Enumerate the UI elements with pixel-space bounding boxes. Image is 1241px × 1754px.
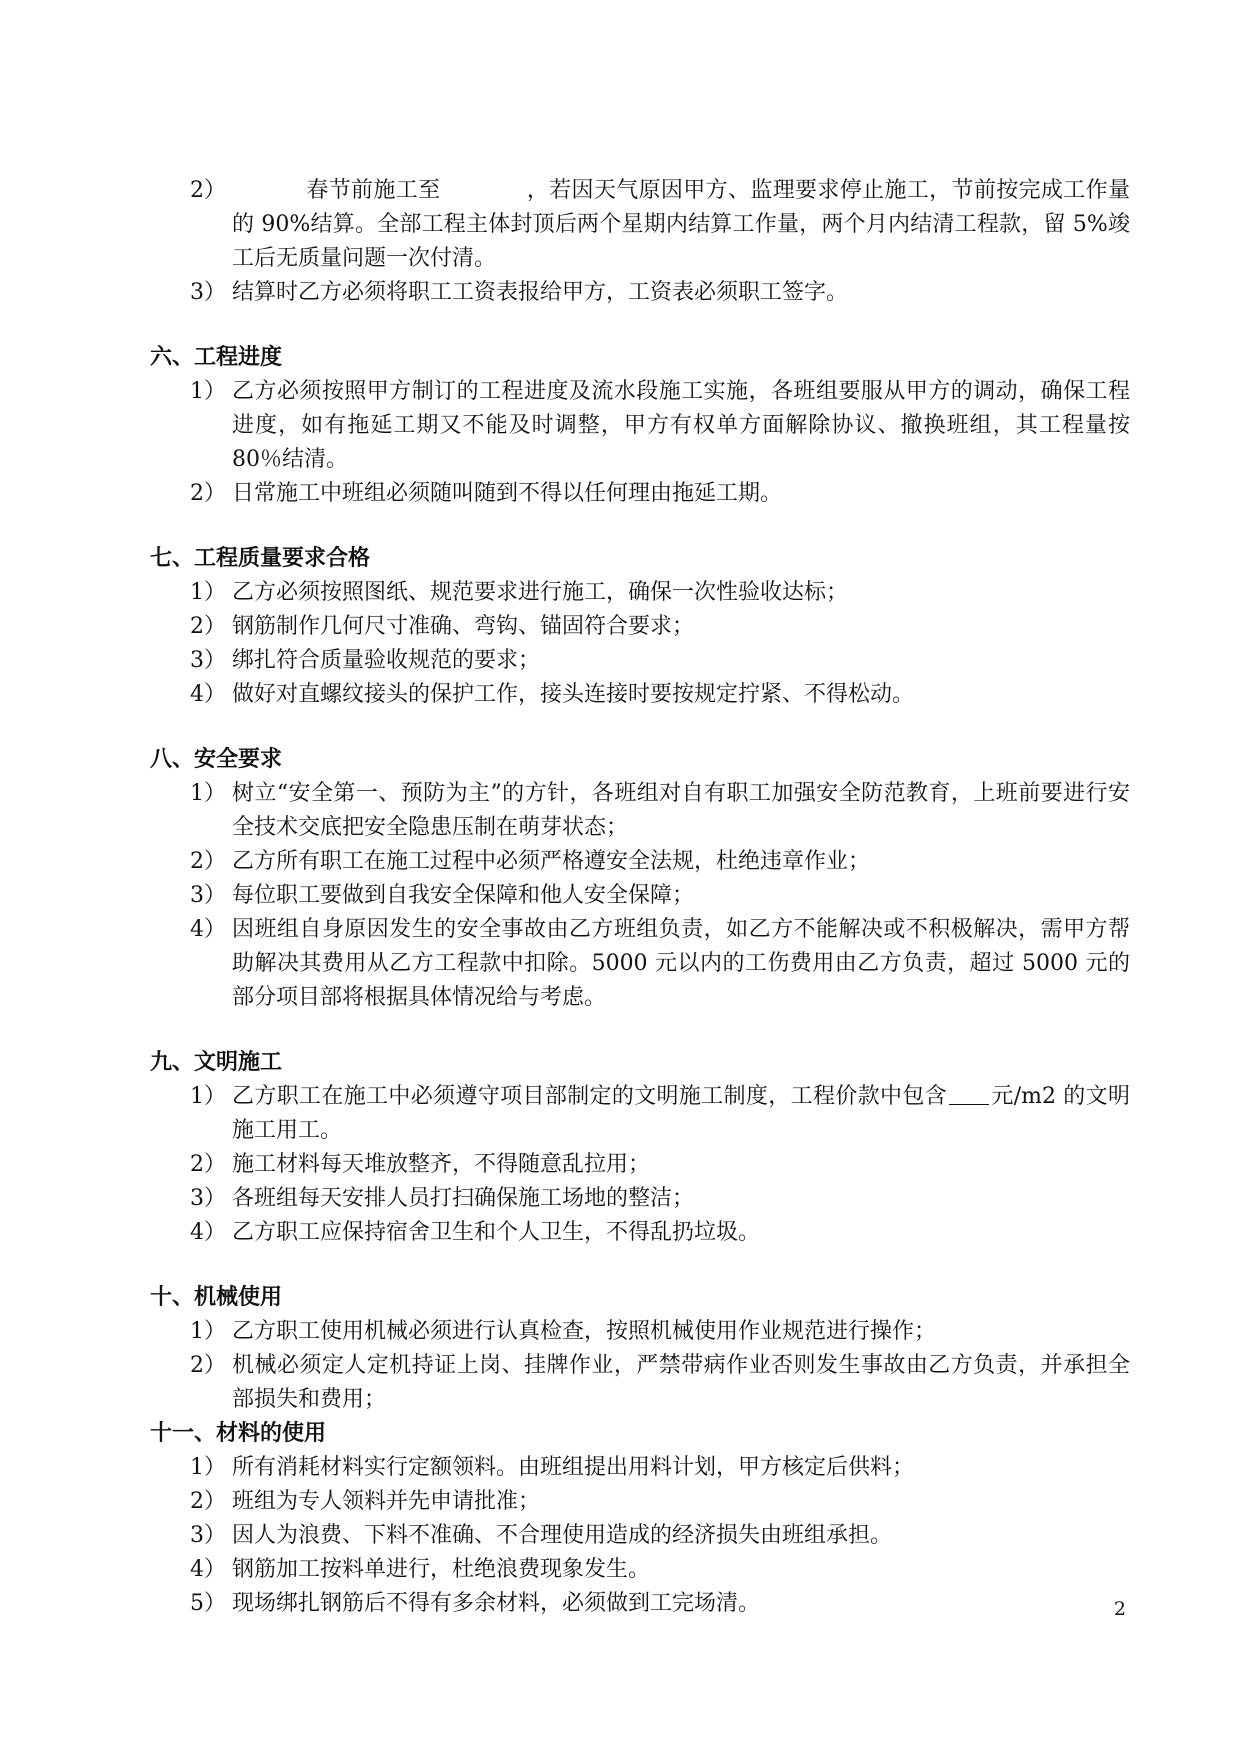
item-number: 2） (190, 1353, 226, 1378)
list-item (190, 576, 1130, 610)
item-text: 结算时乙方必须将职工工资表报给甲方，工资表必须职工签字。 (232, 280, 849, 305)
item-number: 3） (190, 883, 226, 908)
item-number: 4） (190, 682, 226, 707)
list-item (190, 913, 1130, 1015)
item-text (232, 1080, 1130, 1148)
list-item (190, 477, 1130, 511)
item-number: 1） (190, 580, 226, 605)
list-item (190, 1182, 1130, 1216)
page-number: 2 (1113, 1598, 1126, 1620)
list-item (190, 174, 1130, 276)
list-item (190, 1553, 1130, 1587)
section-heading: 七、工程质量要求合格 (150, 546, 371, 571)
item-text-part: 元/m2 的文明施工用工。 (232, 1084, 1130, 1143)
item-text: 做好对直螺纹接头的保护工作，接头连接时要按规定拧紧、不得松动。 (232, 682, 915, 707)
list-item (190, 678, 1130, 712)
fill-in-blank (949, 1082, 989, 1105)
item-number: 2） (190, 849, 226, 874)
item-number: 3） (190, 1186, 226, 1211)
item-number: 2） (190, 481, 226, 506)
item-text: 因班组自身原因发生的安全事故由乙方班组负责，如乙方不能解决或不积极解决，需甲方帮助解决其费用从乙方工程款中扣除。5000 元以内的工伤费用由乙方负责，超过 5000 元的部分项目部将根据具体情况给与考虑。 (232, 917, 1130, 1010)
item-text: 日常施工中班组必须随叫随到不得以任何理由拖延工期。 (232, 481, 783, 506)
list-item (190, 1451, 1130, 1485)
item-number: 1） (190, 1455, 226, 1480)
item-number: 5） (190, 1591, 226, 1616)
item-text: 乙方必须按照图纸、规范要求进行施工，确保一次性验收达标； (232, 580, 849, 605)
item-number: 4） (190, 1220, 226, 1245)
list-item (190, 1080, 1130, 1148)
item-text: 机械必须定人定机持证上岗、挂牌作业，严禁带病作业否则发生事故由乙方负责，并承担全部损失和费用； (232, 1353, 1130, 1412)
section-heading: 九、文明施工 (150, 1050, 283, 1075)
list-item (190, 845, 1130, 879)
item-number: 2） (190, 1152, 226, 1177)
document-body (150, 174, 1130, 1621)
list-item (190, 1216, 1130, 1250)
item-text: 现场绑扎钢筋后不得有多余材料，必须做到工完场清。 (232, 1591, 761, 1616)
item-text: 班组为专人领料并先申请批准； (232, 1489, 541, 1514)
item-number: 1） (190, 1319, 226, 1344)
section-heading: 十、机械使用 (150, 1285, 283, 1310)
item-text-part: 春节前施工至 (306, 178, 441, 203)
list-item (190, 276, 1130, 310)
item-text: 每位职工要做到自我安全保障和他人安全保障； (232, 883, 695, 908)
item-number: 2） (190, 1489, 226, 1514)
item-number: 1） (190, 379, 226, 404)
item-text: 钢筋加工按料单进行，杜绝浪费现象发生。 (232, 1557, 651, 1582)
list-item (190, 610, 1130, 644)
item-number: 4） (190, 917, 226, 942)
item-text: 乙方职工应保持宿舍卫生和个人卫生，不得乱扔垃圾。 (232, 1220, 761, 1245)
item-text-part: 乙方职工在施工中必须遵守项目部制定的文明施工制度，工程价款中包含 (232, 1084, 948, 1109)
list-item (190, 1519, 1130, 1553)
item-text: 各班组每天安排人员打扫确保施工场地的整洁； (232, 1186, 695, 1211)
item-text (232, 174, 1130, 276)
item-number: 1） (190, 1084, 226, 1109)
item-text: 乙方所有职工在施工过程中必须严格遵安全法规，杜绝违章作业； (232, 849, 871, 874)
list-item (190, 1587, 1130, 1621)
item-text: 绑扎符合质量验收规范的要求； (232, 648, 541, 673)
list-item (190, 1148, 1130, 1182)
section-heading: 八、安全要求 (150, 747, 283, 772)
list-item (190, 879, 1130, 913)
list-item (190, 375, 1130, 477)
list-item (190, 1349, 1130, 1417)
item-text: 树立“安全第一、预防为主”的方针，各班组对自有职工加强安全防范教育，上班前要进行安全技术交底把安全隐患压制在萌芽状态； (232, 781, 1130, 840)
item-text: 因人为浪费、下料不准确、不合理使用造成的经济损失由班组承担。 (232, 1523, 893, 1548)
list-item (190, 1315, 1130, 1349)
item-number: 3） (190, 1523, 226, 1548)
list-item (190, 644, 1130, 678)
item-number: 3） (190, 280, 226, 305)
item-text: 乙方必须按照甲方制订的工程进度及流水段施工实施，各班组要服从甲方的调动，确保工程进度，如有拖延工期又不能及时调整，甲方有权单方面解除协议、撤换班组，其工程量按 80％结清。 (232, 379, 1130, 472)
item-number: 2） (190, 178, 226, 203)
list-item (190, 777, 1130, 845)
item-number: 4） (190, 1557, 226, 1582)
item-text: 所有消耗材料实行定额领料。由班组提出用料计划，甲方核定后供料； (232, 1455, 915, 1480)
item-text-part: ，若因天气原因甲方、监理要求停止施工，节前按完成工作量的 90%结算。全部工程主体封顶后两个星期内结算工作量，两个月内结清工程款，留 5%竣工后无质量问题一次付清。 (232, 178, 1130, 271)
item-text: 钢筋制作几何尺寸准确、弯钩、锚固符合要求； (232, 614, 695, 639)
item-number: 1） (190, 781, 226, 806)
item-number: 3） (190, 648, 226, 673)
list-item (190, 1485, 1130, 1519)
section-heading: 十一、材料的使用 (150, 1421, 327, 1446)
item-text: 施工材料每天堆放整齐，不得随意乱拉用； (232, 1152, 651, 1177)
section-heading: 六、工程进度 (150, 345, 283, 370)
item-number: 2） (190, 614, 226, 639)
item-text: 乙方职工使用机械必须进行认真检查，按照机械使用作业规范进行操作； (232, 1319, 937, 1344)
